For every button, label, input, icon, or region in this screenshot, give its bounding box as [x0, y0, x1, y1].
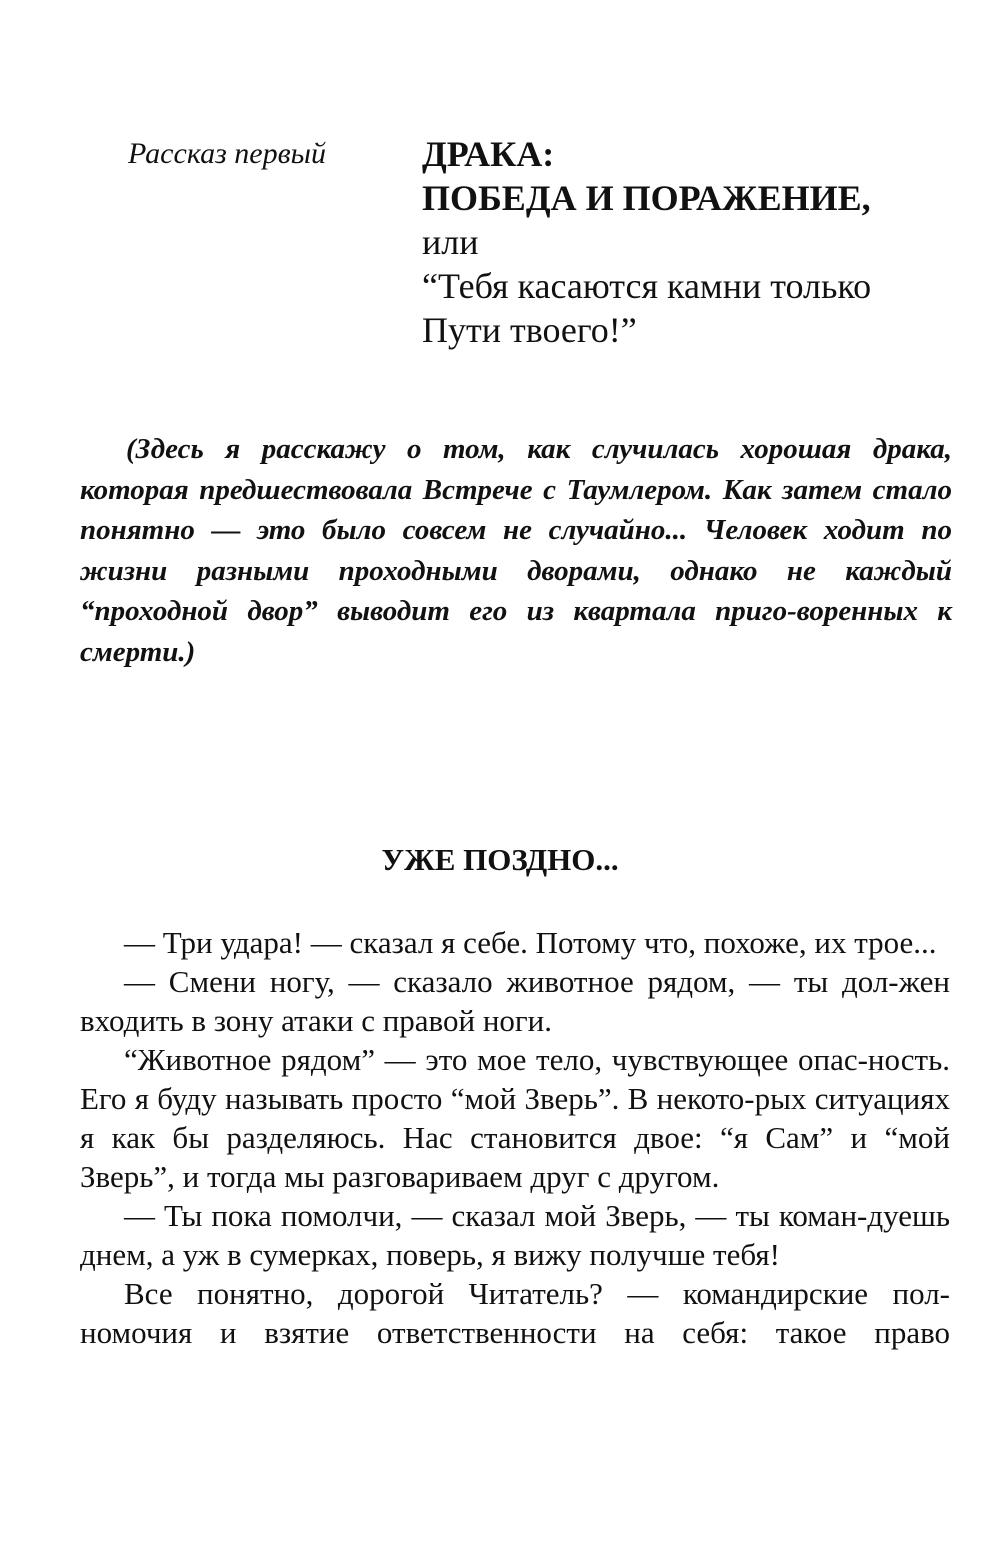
body-paragraph: “Животное рядом” — это мое тело, чувствующее опас-ность. Его я буду называть просто “мой Зверь”. В некото-рых ситуациях я как бы разделяюсь. Нас становится двое: “я Сам” и “мой Зверь”, и тогда мы разговариваем друг с другом.	[80, 1042, 950, 1194]
title-line-3: или	[422, 222, 479, 262]
title-line-1: ДРАКА:	[422, 134, 555, 174]
title-line-2: ПОБЕДА И ПОРАЖЕНИЕ,	[422, 178, 871, 218]
body-paragraph: Все понятно, дорогой Читатель? — командирские пол-номочия и взятие ответственности на себя: такое право	[80, 1276, 950, 1350]
story-label: Рассказ первый	[128, 137, 326, 170]
body-paragraph: — Смени ногу, — сказало животное рядом, — ты дол-жен входить в зону атаки с правой ноги.	[80, 964, 950, 1038]
body-paragraph: — Ты пока помолчи, — сказал мой Зверь, — ты коман-дуешь днем, а уж в сумерках, поверь, я вижу получше тебя!	[80, 1198, 950, 1272]
body-text	[80, 923, 950, 1352]
title-line-5: Пути твоего!”	[422, 310, 637, 350]
intro-paragraph: (Здесь я расскажу о том, как случилась хорошая драка, которая предшествовала Встрече с Таумлером. Как затем стало понятно — это было совсем не случайно... Человек ходит по жизни разными проходными дворами, однако не каждый “проходной двор” выводит его из квартала приго-воренных к смерти.)	[80, 433, 952, 668]
section-heading: УЖЕ ПОЗДНО...	[381, 842, 619, 877]
title-line-4: “Тебя касаются камни только	[422, 266, 872, 306]
story-title	[422, 132, 982, 352]
body-paragraph: — Три удара! — сказал я себе. Потому что, похоже, их трое...	[124, 925, 937, 960]
